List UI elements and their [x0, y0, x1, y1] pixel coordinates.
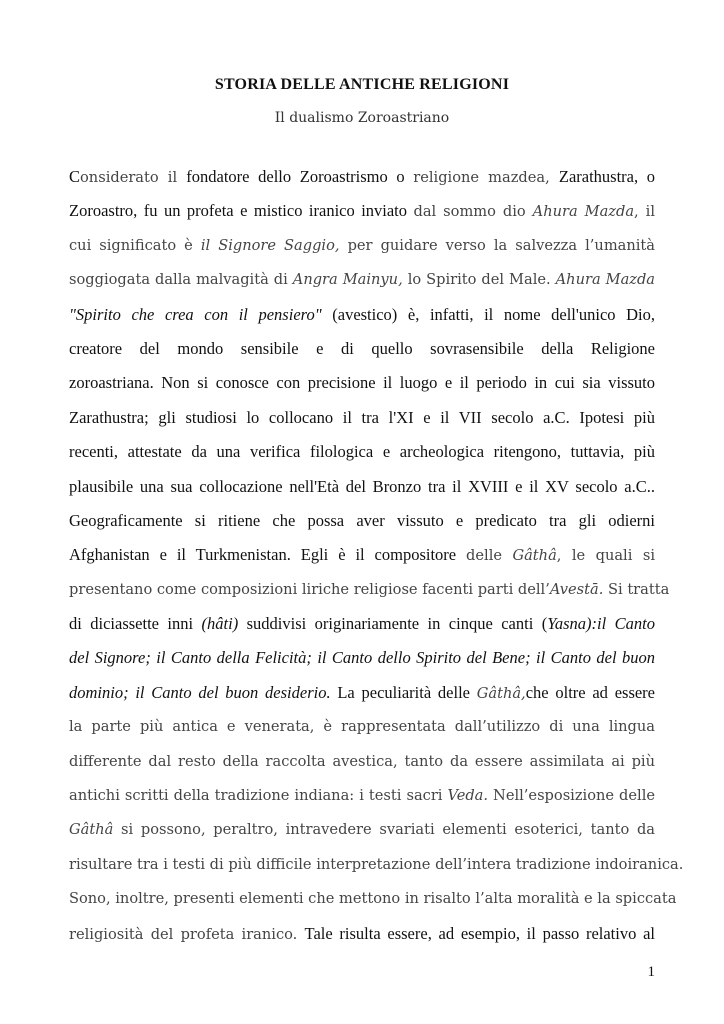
text-segment: creatore del mondo sensibile e di quello sovrasensibile della Religione — [69, 338, 655, 358]
text-line — [69, 779, 655, 813]
text-line — [69, 194, 655, 228]
text-segment: religione mazdea, — [413, 169, 559, 186]
text-segment: Geograficamente si ritiene che possa aver vissuto e predicato tra gli odierni — [69, 510, 655, 530]
document-subtitle: Il dualismo Zoroastriano — [274, 110, 450, 126]
text-segment: del Signore; il Canto della Felicità; il Canto dello Spirito del Bene; il Canto del buon — [69, 648, 655, 668]
page-number: 1 — [647, 964, 655, 980]
text-segment: fondatore dello Zoroastrismo o — [186, 167, 414, 186]
text-line — [69, 366, 655, 400]
text-line — [69, 263, 655, 297]
text-segment: la parte più antica e venerata, è rappresentata dall’utilizzo di una lingua — [69, 718, 655, 736]
text-segment: risultare tra i testi di più difficile interpretazione dell’intera tradizione indoiranica. — [69, 855, 684, 873]
text-segment: "Spirito che crea con il pensiero" — [69, 304, 322, 324]
text-line — [69, 745, 655, 779]
text-segment: per guidare verso la salvezza l’umanità — [339, 236, 655, 254]
text-line — [69, 401, 655, 435]
text-segment: di diciassette inni — [69, 614, 202, 634]
text-segment: Yasna):il Canto — [547, 614, 655, 634]
text-segment: plausibile una sua collocazione nell'Età del Bronzo tra il XVIII e il XV secolo a.C.. — [69, 476, 655, 496]
text-line — [69, 538, 655, 572]
text-segment: recenti, attestate da una verifica filologica e archeologica ritengono, tuttavia, più — [69, 442, 655, 462]
text-segment: Gâthâ — [512, 547, 557, 565]
text-segment: Sono, inoltre, presenti elementi che mettono in risalto l’alta moralità e la spiccata — [69, 890, 677, 908]
text-segment: delle — [466, 547, 513, 565]
text-segment: che oltre ad essere — [525, 682, 656, 702]
text-segment: , le quali si — [556, 547, 655, 565]
text-segment: il Signore Saggio, — [200, 236, 340, 254]
text-segment: Tale risulta essere, ad esempio, il passo relativo al — [304, 923, 655, 943]
body-text — [69, 160, 684, 951]
text-segment: zoroastriana. Non si conosce con precisione il luogo e il periodo in cui sia vissuto — [69, 373, 655, 393]
text-line — [69, 229, 655, 263]
text-segment: Avestā. — [549, 580, 604, 598]
text-segment: Gâthâ — [69, 821, 114, 839]
text-line — [69, 470, 655, 504]
text-segment: Ahura Mazda — [532, 203, 635, 221]
text-segment: Veda. — [447, 787, 489, 805]
text-line — [69, 882, 677, 916]
document-title: STORIA DELLE ANTICHE RELIGIONI — [214, 76, 510, 93]
text-line — [69, 813, 655, 847]
text-line — [69, 298, 655, 332]
text-segment: soggiogata dalla malvagità di — [69, 271, 293, 289]
text-segment: si possono, peraltro, intravedere svariati elementi esoterici, tanto da — [113, 821, 655, 839]
text-segment: C — [69, 167, 81, 186]
text-line — [69, 332, 655, 366]
text-line — [69, 676, 655, 710]
text-line — [69, 917, 655, 951]
text-segment: Nell’esposizione delle — [488, 787, 655, 805]
text-segment: onsiderato il — [80, 169, 187, 186]
text-segment: cui significato è — [69, 236, 201, 254]
text-segment: Gâthâ, — [476, 684, 526, 702]
text-segment: Afghanistan e il Turkmenistan. Egli è il compositore — [69, 545, 467, 565]
text-segment: La peculiarità delle — [330, 682, 477, 702]
text-segment: religiosità del profeta iranico. — [69, 925, 305, 943]
text-line — [69, 435, 655, 469]
text-segment: (avestico) è, infatti, il nome dell'unico Dio, — [321, 304, 655, 324]
text-segment: Zoroastro, fu un profeta e mistico iranico inviato — [69, 201, 414, 221]
text-segment: Zarathustra, o — [558, 167, 655, 186]
text-line — [69, 573, 670, 607]
text-segment: dominio; il Canto del buon desiderio. — [69, 682, 331, 702]
text-segment: Zarathustra; gli studiosi lo collocano il tra l'XI e il VII secolo a.C. Ipotesi più — [69, 407, 655, 427]
text-segment: (hâti) — [201, 614, 239, 634]
text-line — [69, 848, 684, 882]
text-segment: suddivisi originariamente in cinque canti ( — [238, 614, 548, 634]
text-segment: Si tratta — [603, 580, 670, 598]
text-line — [69, 641, 655, 675]
text-segment: , il — [634, 203, 655, 221]
text-segment: Ahura Mazda — [555, 271, 655, 289]
text-segment: lo Spirito del Male. — [402, 271, 556, 289]
text-segment: presentano come composizioni liriche religiose facenti parti dell’ — [69, 580, 550, 598]
text-segment: differente dal resto della raccolta avestica, tanto da essere assimilata ai più — [69, 752, 655, 770]
text-line — [69, 160, 655, 194]
text-segment: dal sommo dio — [413, 203, 533, 221]
text-segment: antichi scritti della tradizione indiana: i testi sacri — [69, 787, 448, 805]
text-segment: Angra Mainyu, — [292, 271, 403, 289]
text-line — [69, 504, 655, 538]
text-line — [69, 607, 655, 641]
text-line — [69, 710, 655, 744]
